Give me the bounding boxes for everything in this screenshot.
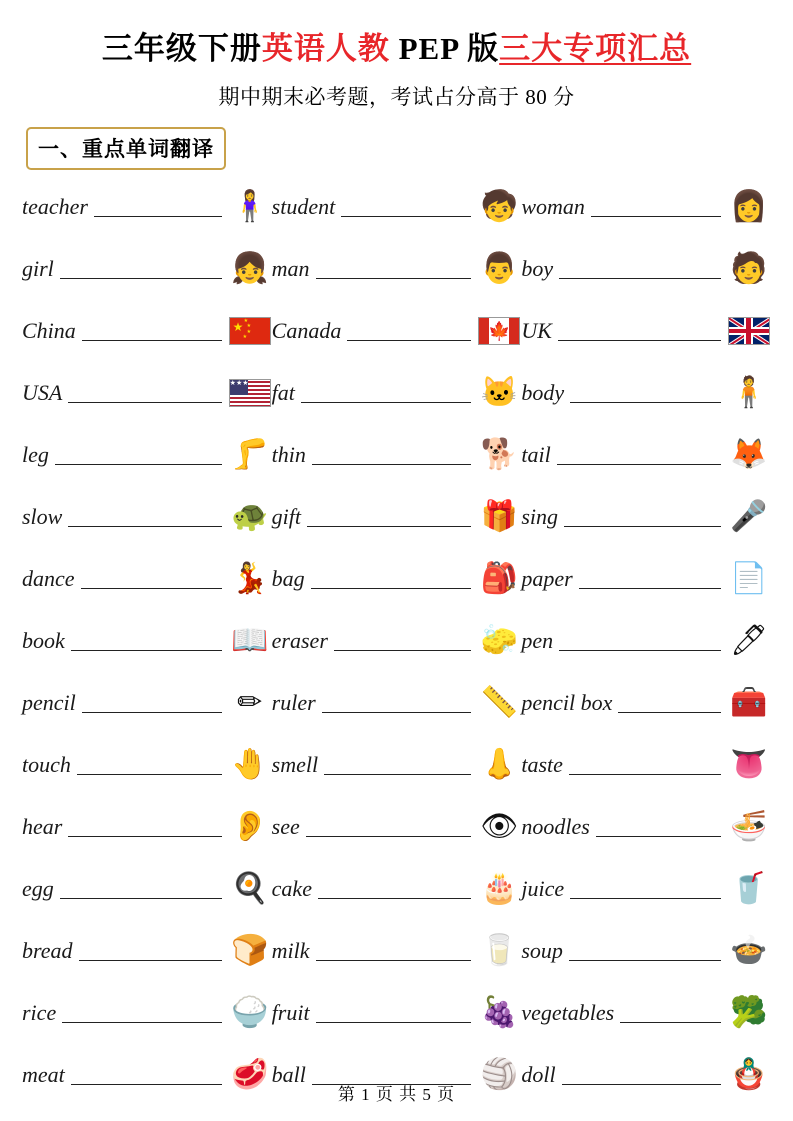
word-cell [521, 858, 771, 920]
word-label: man [271, 255, 310, 281]
page-title [22, 30, 771, 69]
word-cell [272, 858, 522, 920]
word-label: touch [22, 751, 71, 777]
word-label: see [271, 813, 300, 839]
word-label: pencil [22, 689, 76, 715]
ruler-icon: 📏 [480, 685, 519, 719]
word-label: China [22, 317, 76, 343]
word-cell [272, 486, 522, 548]
word-cell [521, 424, 771, 486]
smell-nose-icon: 👃 [480, 747, 519, 781]
word-cell [272, 796, 522, 858]
word-cell [22, 610, 272, 672]
answer-blank[interactable] [312, 444, 471, 465]
answer-blank[interactable] [596, 816, 721, 837]
backpack-icon: 🎒 [480, 561, 519, 595]
word-label: Canada [271, 317, 342, 343]
pencil-case-icon: 🧰 [730, 685, 768, 719]
word-label: sing [521, 503, 559, 529]
see-eye-icon: 👁 [480, 809, 519, 843]
word-label: cake [271, 875, 312, 901]
answer-blank[interactable] [79, 940, 222, 961]
word-label: fruit [271, 999, 310, 1025]
word-row [22, 734, 771, 796]
word-row [22, 548, 771, 610]
word-label: soup [521, 937, 563, 963]
word-row [22, 610, 771, 672]
answer-blank[interactable] [82, 692, 222, 713]
word-label: paper [521, 565, 573, 591]
answer-blank[interactable] [318, 878, 471, 899]
answer-blank[interactable] [71, 630, 222, 651]
answer-blank[interactable] [311, 568, 472, 589]
gift-box-icon: 🎁 [480, 499, 519, 533]
title-part-3: PEP [389, 31, 468, 66]
word-label: girl [22, 255, 54, 281]
fruit-plate-icon: 🍇 [480, 995, 519, 1029]
answer-blank[interactable] [620, 1002, 721, 1023]
word-cell [22, 858, 272, 920]
word-cell [521, 610, 771, 672]
word-cell [272, 548, 522, 610]
word-cell [272, 424, 522, 486]
student-figure-icon: 🧒 [480, 189, 519, 223]
word-cell [521, 548, 771, 610]
uk-flag-icon [727, 308, 771, 354]
word-cell [272, 362, 522, 424]
answer-blank[interactable] [316, 1002, 472, 1023]
man-figure-icon: 👨 [480, 251, 519, 285]
word-label: book [22, 627, 65, 653]
word-label: UK [521, 317, 552, 343]
answer-blank[interactable] [301, 382, 471, 403]
word-label: teacher [22, 193, 88, 219]
word-label: ball [271, 1061, 306, 1087]
word-cell [521, 734, 771, 796]
canada-flag-icon: 🍁 [477, 308, 521, 354]
word-cell [22, 672, 272, 734]
word-label: bread [22, 937, 73, 963]
word-label: pencil box [521, 689, 613, 715]
soup-pan-icon: 🍲 [730, 933, 768, 967]
rice-bowl-icon: 🍚 [230, 995, 269, 1029]
word-cell [272, 982, 522, 1044]
word-label: vegetables [521, 999, 615, 1025]
word-row [22, 300, 771, 362]
hear-ear-icon: 👂 [230, 809, 269, 843]
answer-blank[interactable] [579, 568, 721, 589]
word-label: meat [22, 1061, 65, 1087]
answer-blank[interactable] [591, 196, 721, 217]
woman-figure-icon: 👩 [730, 189, 768, 223]
answer-blank[interactable] [60, 258, 222, 279]
cake-icon: 🎂 [480, 871, 519, 905]
word-cell [521, 796, 771, 858]
page-subtitle: 期中期末必考题，考试占分高于 80 分 [218, 84, 575, 109]
word-label: leg [22, 441, 49, 467]
paper-sheet-icon: 📄 [730, 561, 768, 595]
answer-blank[interactable] [316, 940, 472, 961]
word-cell [22, 796, 272, 858]
word-cell [22, 362, 272, 424]
answer-blank[interactable] [68, 506, 221, 527]
juice-glass-icon: 🥤 [730, 871, 768, 905]
word-row [22, 796, 771, 858]
answer-blank[interactable] [307, 506, 471, 527]
fried-egg-icon: 🍳 [230, 871, 269, 905]
word-cell [22, 486, 272, 548]
word-label: milk [271, 937, 310, 963]
answer-blank[interactable] [558, 320, 721, 341]
answer-blank[interactable] [347, 320, 471, 341]
answer-blank[interactable] [55, 444, 222, 465]
word-cell [521, 238, 771, 300]
answer-blank[interactable] [68, 382, 221, 403]
word-row [22, 920, 771, 982]
answer-blank[interactable] [559, 258, 721, 279]
word-label: taste [521, 751, 563, 777]
fat-cat-icon: 🐱 [480, 375, 519, 409]
word-cell [272, 734, 522, 796]
word-label: hear [22, 813, 63, 839]
boy-figure-icon: 🧑 [730, 251, 768, 285]
word-label: ruler [271, 689, 316, 715]
word-cell [22, 238, 272, 300]
answer-blank[interactable] [81, 568, 222, 589]
word-row [22, 672, 771, 734]
word-row [22, 176, 771, 238]
answer-blank[interactable] [60, 878, 222, 899]
answer-blank[interactable] [557, 444, 721, 465]
singer-icon: 🎤 [730, 499, 768, 533]
teacher-figure-icon: 🧍‍♀️ [230, 189, 269, 223]
word-row [22, 486, 771, 548]
word-cell [272, 300, 522, 362]
answer-blank[interactable] [324, 754, 471, 775]
beach-ball-icon: 🏐 [480, 1057, 519, 1091]
word-cell [272, 610, 522, 672]
word-label: dance [22, 565, 75, 591]
word-cell [272, 920, 522, 982]
pencil-icon: ✏ [237, 685, 263, 719]
word-label: doll [521, 1061, 556, 1087]
answer-blank[interactable] [618, 692, 721, 713]
word-row [22, 982, 771, 1044]
word-label: pen [521, 627, 554, 653]
word-label: gift [271, 503, 302, 529]
answer-blank[interactable] [569, 940, 721, 961]
word-cell [22, 920, 272, 982]
answer-blank[interactable] [341, 196, 471, 217]
answer-blank[interactable] [334, 630, 471, 651]
word-cell [22, 300, 272, 362]
usa-flag-icon: ★★★ [228, 370, 272, 416]
word-translation-grid [22, 176, 771, 1106]
word-cell [22, 734, 272, 796]
word-cell [22, 548, 272, 610]
leg-figure-icon: 🦵 [230, 437, 269, 471]
doll-icon: 🪆 [730, 1057, 768, 1091]
word-label: student [271, 193, 336, 219]
answer-blank[interactable] [322, 692, 472, 713]
word-cell [521, 920, 771, 982]
eraser-icon: 🧽 [480, 623, 519, 657]
body-figure-icon: 🧍 [730, 375, 768, 409]
word-label: rice [22, 999, 57, 1025]
word-label: juice [521, 875, 565, 901]
word-row [22, 362, 771, 424]
girl-figure-icon: 👧 [230, 251, 269, 285]
title-part-5: 三大专项汇总 [499, 31, 692, 66]
word-label: bag [271, 565, 305, 591]
word-cell [521, 300, 771, 362]
title-part-4: 版 [467, 31, 500, 66]
china-flag-icon: ★ ★ ★ ★ ★ [228, 308, 272, 354]
vegetables-icon: 🥦 [730, 995, 768, 1029]
word-cell [22, 424, 272, 486]
word-cell [521, 672, 771, 734]
word-cell [521, 982, 771, 1044]
section-heading-label: 一、重点单词翻译 [38, 136, 214, 161]
word-cell [22, 982, 272, 1044]
answer-blank[interactable] [569, 754, 721, 775]
answer-blank[interactable] [559, 630, 721, 651]
word-cell [272, 176, 522, 238]
answer-blank[interactable] [77, 754, 222, 775]
word-cell [521, 362, 771, 424]
word-label: body [521, 379, 565, 405]
word-row [22, 424, 771, 486]
answer-blank[interactable] [62, 1002, 221, 1023]
word-cell [272, 238, 522, 300]
dancer-icon: 💃 [230, 561, 269, 595]
section-heading-box [26, 127, 226, 170]
answer-blank[interactable] [82, 320, 222, 341]
word-row [22, 858, 771, 920]
answer-blank[interactable] [306, 816, 472, 837]
noodle-bowl-icon: 🍜 [730, 809, 768, 843]
word-cell [521, 176, 771, 238]
answer-blank[interactable] [68, 816, 221, 837]
word-label: egg [22, 875, 54, 901]
word-label: eraser [271, 627, 328, 653]
word-label: USA [22, 379, 63, 405]
pen-icon: 🖊 [729, 623, 769, 657]
word-label: slow [22, 503, 63, 529]
word-label: tail [521, 441, 551, 467]
word-label: fat [271, 379, 295, 405]
milk-carton-icon: 🥛 [480, 933, 519, 967]
word-cell [521, 486, 771, 548]
word-label: woman [521, 193, 585, 219]
title-part-1: 三年级下册 [101, 31, 262, 66]
word-label: smell [271, 751, 319, 777]
word-label: thin [271, 441, 306, 467]
turtle-icon: 🐢 [230, 499, 269, 533]
answer-blank[interactable] [570, 878, 721, 899]
bread-loaf-icon: 🍞 [230, 933, 269, 967]
word-label: noodles [521, 813, 590, 839]
touch-hand-icon: 🤚 [230, 747, 269, 781]
word-row [22, 238, 771, 300]
answer-blank[interactable] [570, 382, 721, 403]
thin-dog-icon: 🐕 [480, 437, 519, 471]
title-part-2: 英语人教 [261, 31, 390, 66]
meat-steak-icon: 🥩 [230, 1057, 269, 1091]
answer-blank[interactable] [94, 196, 222, 217]
answer-blank[interactable] [564, 506, 721, 527]
word-label: boy [521, 255, 554, 281]
open-book-icon: 📖 [230, 623, 269, 657]
tail-fox-icon: 🦊 [730, 437, 768, 471]
page-footer: 第 1 页 共 5 页 [337, 1085, 456, 1104]
answer-blank[interactable] [316, 258, 472, 279]
taste-tongue-icon: 👅 [730, 747, 768, 781]
word-cell [22, 176, 272, 238]
word-cell [272, 672, 522, 734]
